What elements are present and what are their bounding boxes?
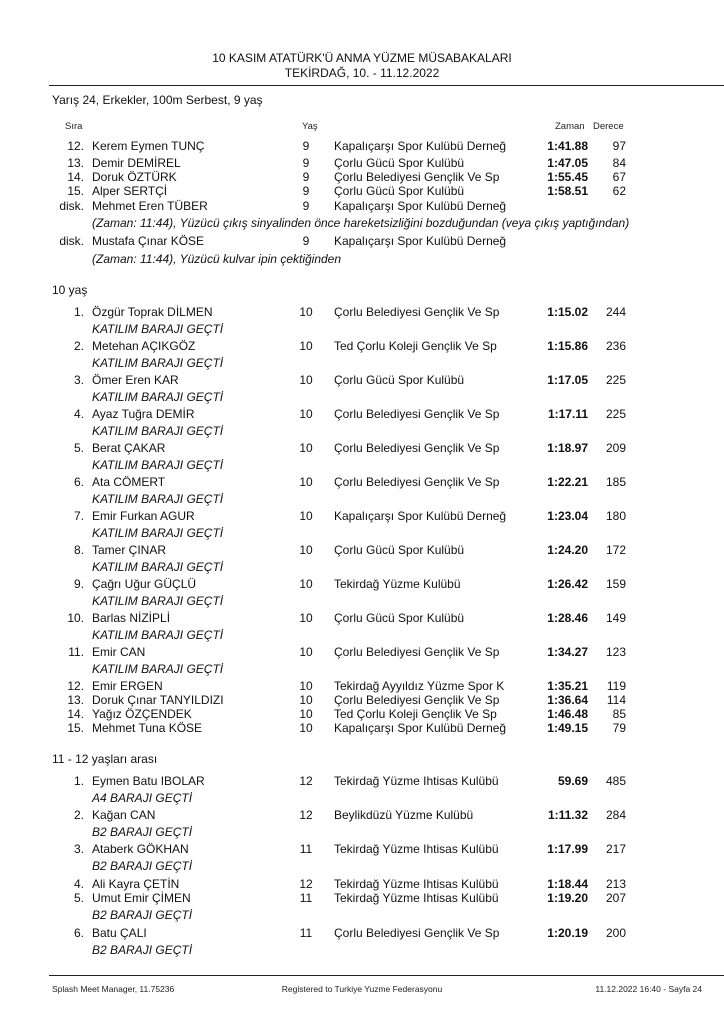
swimmer-age: 9 — [302, 234, 310, 248]
result-row — [0, 774, 724, 788]
meet-location-date: TEKİRDAĞ, 10. - 11.12.2022 — [284, 66, 440, 80]
result-rank: 11. — [68, 645, 84, 659]
result-points: 485 — [605, 774, 626, 788]
swimmer-age: 12 — [299, 877, 313, 891]
swimmer-name: Mustafa Çınar KÖSE — [92, 234, 205, 248]
result-row — [0, 611, 724, 625]
result-points: 159 — [605, 577, 626, 591]
club-name: Çorlu Belediyesi Gençlik Ve Sp — [334, 645, 500, 659]
swimmer-age: 11 — [299, 891, 313, 905]
result-row — [0, 139, 724, 153]
club-name: Tekirdağ Yüzme Ihtisas Kulübü — [334, 774, 499, 788]
meet-title: 10 KASIM ATATÜRK'Ü ANMA YÜZME MÜSABAKALARI — [212, 51, 512, 65]
result-rank: 7. — [73, 509, 84, 523]
swimmer-age: 9 — [302, 139, 310, 153]
result-row — [0, 877, 724, 891]
result-row — [0, 339, 724, 353]
result-time: 1:15.02 — [547, 305, 588, 319]
result-note: KATILIM BARAJI GEÇTİ — [92, 458, 224, 472]
result-row — [0, 808, 724, 822]
club-name: Çorlu Gücü Spor Kulübü — [334, 543, 465, 557]
club-name: Kapalıçarşı Spor Kulübü Derneğ — [334, 199, 507, 213]
club-name: Kapalıçarşı Spor Kulübü Derneğ — [334, 139, 507, 153]
result-row — [0, 926, 724, 940]
result-row — [0, 407, 724, 421]
result-rank: 15. — [67, 184, 84, 198]
column-header-time: Zaman — [555, 121, 585, 132]
result-note: KATILIM BARAJI GEÇTİ — [92, 594, 224, 608]
swimmer-name: Mehmet Tuna KÖSE — [92, 721, 203, 735]
result-time: 1:17.11 — [547, 407, 588, 421]
result-rank: 4. — [73, 407, 84, 421]
swimmer-name: Emir ERGEN — [92, 679, 163, 693]
result-time: 1:36.64 — [547, 693, 588, 707]
club-name: Çorlu Belediyesi Gençlik Ve Sp — [334, 305, 500, 319]
result-note: KATILIM BARAJI GEÇTİ — [92, 424, 224, 438]
result-points: 200 — [605, 926, 626, 940]
result-rank: 12. — [67, 679, 84, 693]
swimmer-name: Berat ÇAKAR — [92, 441, 166, 455]
result-time: 1:17.99 — [547, 842, 588, 856]
result-points: 225 — [605, 407, 626, 421]
result-row — [0, 184, 724, 198]
result-points: 114 — [606, 693, 626, 707]
result-points: 62 — [612, 184, 626, 198]
swimmer-name: Çağrı Uğur GÜÇLÜ — [92, 577, 197, 591]
club-name: Çorlu Gücü Spor Kulübü — [334, 373, 465, 387]
swimmer-age: 10 — [299, 543, 313, 557]
swimmer-name: Ayaz Tuğra DEMİR — [92, 407, 195, 421]
result-row — [0, 441, 724, 455]
club-name: Tekirdağ Yüzme Kulübü — [334, 577, 461, 591]
result-time: 1:23.04 — [547, 509, 588, 523]
result-row — [0, 305, 724, 319]
result-points: 284 — [605, 808, 626, 822]
swimmer-age: 12 — [299, 808, 313, 822]
result-points: 217 — [605, 842, 626, 856]
swimmer-age: 10 — [299, 305, 313, 319]
result-points: 213 — [605, 877, 626, 891]
result-note: KATILIM BARAJI GEÇTİ — [92, 526, 224, 540]
swimmer-age: 9 — [302, 184, 310, 198]
result-rank: 10. — [67, 611, 84, 625]
swimmer-name: Kağan CAN — [92, 808, 156, 822]
swimmer-age: 10 — [299, 373, 313, 387]
result-row — [0, 645, 724, 659]
result-points: 123 — [605, 645, 626, 659]
result-rank: 6. — [73, 926, 84, 940]
club-name: Çorlu Belediyesi Gençlik Ve Sp — [334, 693, 500, 707]
footer-divider — [49, 975, 724, 976]
result-time: 1:58.51 — [547, 184, 588, 198]
header-divider — [49, 85, 724, 86]
club-name: Kapalıçarşı Spor Kulübü Derneğ — [334, 721, 507, 735]
club-name: Kapalıçarşı Spor Kulübü Derneğ — [334, 509, 507, 523]
swimmer-name: Umut Emir ÇİMEN — [92, 891, 191, 905]
swimmer-age: 10 — [299, 707, 313, 721]
column-header-rank: Sıra — [65, 121, 83, 132]
result-row — [0, 721, 724, 735]
swimmer-age: 10 — [299, 577, 313, 591]
swimmer-age: 10 — [299, 339, 313, 353]
result-note: KATILIM BARAJI GEÇTİ — [92, 322, 224, 336]
club-name: Çorlu Belediyesi Gençlik Ve Sp — [334, 441, 500, 455]
result-row — [0, 170, 724, 184]
result-time: 1:35.21 — [547, 679, 588, 693]
result-rank: 6. — [73, 475, 84, 489]
swimmer-age: 9 — [302, 199, 310, 213]
result-rank: disk. — [59, 199, 84, 213]
column-header-points: Derece — [593, 121, 624, 132]
club-name: Çorlu Belediyesi Gençlik Ve Sp — [334, 926, 500, 940]
club-name: Çorlu Gücü Spor Kulübü — [334, 611, 465, 625]
result-row — [0, 842, 724, 856]
club-name: Çorlu Gücü Spor Kulübü — [334, 156, 465, 170]
result-points: 185 — [605, 475, 626, 489]
result-rank: 1. — [73, 774, 84, 788]
result-rank: 2. — [73, 339, 84, 353]
result-rank: 4. — [73, 877, 84, 891]
swimmer-name: Kerem Eymen TUNÇ — [92, 139, 205, 153]
swimmer-age: 12 — [299, 774, 313, 788]
result-note: B2 BARAJI GEÇTİ — [92, 859, 193, 873]
result-rank: 12. — [67, 139, 84, 153]
swimmer-age: 9 — [302, 170, 310, 184]
swimmer-name: Demir DEMİREL — [92, 156, 181, 170]
swimmer-name: Ata CÖMERT — [92, 475, 166, 489]
club-name: Çorlu Belediyesi Gençlik Ve Sp — [334, 170, 500, 184]
swimmer-name: Ali Kayra ÇETİN — [92, 877, 180, 891]
section-title-age1112: 11 - 12 yaşları arası — [52, 752, 158, 766]
result-row — [0, 199, 724, 213]
swimmer-name: Doruk ÖZTÜRK — [92, 170, 177, 184]
swimmer-age: 10 — [299, 693, 313, 707]
result-rank: 3. — [73, 842, 84, 856]
result-note: KATILIM BARAJI GEÇTİ — [92, 492, 224, 506]
result-points: 84 — [612, 156, 626, 170]
footer-registration: Registered to Turkiye Yuzme Federasyonu — [281, 984, 443, 994]
result-rank: 13. — [67, 156, 84, 170]
swimmer-age: 10 — [299, 475, 313, 489]
result-points: 209 — [605, 441, 626, 455]
swimmer-name: Yağız ÖZÇENDEK — [92, 707, 192, 721]
swimmer-name: Batu ÇALI — [92, 926, 147, 940]
club-name: Tekirdağ Yüzme Ihtisas Kulübü — [334, 842, 499, 856]
result-time: 1:19.20 — [547, 891, 588, 905]
result-row — [0, 234, 724, 248]
result-note: KATILIM BARAJI GEÇTİ — [92, 662, 224, 676]
swimmer-age: 9 — [302, 156, 310, 170]
result-row — [0, 679, 724, 693]
swimmer-age: 10 — [299, 679, 313, 693]
result-points: 67 — [612, 170, 626, 184]
swimmer-name: Barlas NİZİPLİ — [92, 611, 171, 625]
result-note: A4 BARAJI GEÇTİ — [92, 791, 193, 805]
result-note: KATILIM BARAJI GEÇTİ — [92, 390, 224, 404]
result-note: (Zaman: 11:44), Yüzücü çıkış sinyalinden önce hareketsizliğini bozduğundan (veya çıkış yaptığından) — [92, 216, 630, 230]
club-name: Ted Çorlu Koleji Gençlik Ve Sp — [334, 707, 497, 721]
club-name: Çorlu Belediyesi Gençlik Ve Sp — [334, 475, 500, 489]
result-points: 225 — [605, 373, 626, 387]
column-header-age: Yaş — [302, 121, 318, 132]
swimmer-age: 11 — [299, 842, 313, 856]
event-title: Yarış 24, Erkekler, 100m Serbest, 9 yaş — [52, 93, 263, 107]
result-points: 244 — [605, 305, 626, 319]
club-name: Beylikdüzü Yüzme Kulübü — [334, 808, 474, 822]
result-points: 207 — [605, 891, 626, 905]
club-name: Tekirdağ Ayyıldız Yüzme Spor K — [334, 679, 505, 693]
result-points: 119 — [606, 679, 626, 693]
result-note: KATILIM BARAJI GEÇTİ — [92, 356, 224, 370]
result-time: 1:49.15 — [547, 721, 588, 735]
result-time: 1:26.42 — [547, 577, 588, 591]
result-points: 85 — [612, 707, 626, 721]
result-rank: 13. — [67, 693, 84, 707]
result-note: B2 BARAJI GEÇTİ — [92, 825, 193, 839]
result-time: 1:11.32 — [547, 808, 588, 822]
result-time: 1:24.20 — [547, 543, 588, 557]
result-rank: 5. — [73, 441, 84, 455]
result-row — [0, 577, 724, 591]
club-name: Çorlu Gücü Spor Kulübü — [334, 184, 465, 198]
swimmer-name: Tamer ÇINAR — [92, 543, 167, 557]
swimmer-name: Emir CAN — [92, 645, 146, 659]
result-note: KATILIM BARAJI GEÇTİ — [92, 628, 224, 642]
result-time: 1:55.45 — [547, 170, 588, 184]
result-note: B2 BARAJI GEÇTİ — [92, 943, 193, 957]
swimmer-age: 10 — [299, 509, 313, 523]
result-note: KATILIM BARAJI GEÇTİ — [92, 560, 224, 574]
result-rank: 1. — [73, 305, 84, 319]
result-time: 59.69 — [557, 774, 588, 788]
club-name: Tekirdağ Yüzme Ihtisas Kulübü — [334, 877, 499, 891]
result-note: (Zaman: 11:44), Yüzücü kulvar ipin çektiğinden — [92, 252, 342, 266]
result-row — [0, 707, 724, 721]
result-row — [0, 156, 724, 170]
result-row — [0, 891, 724, 905]
club-name: Kapalıçarşı Spor Kulübü Derneğ — [334, 234, 507, 248]
result-row — [0, 509, 724, 523]
swimmer-name: Mehmet Eren TÜBER — [92, 199, 208, 213]
result-row — [0, 543, 724, 557]
swimmer-name: Ataberk GÖKHAN — [92, 842, 189, 856]
result-row — [0, 373, 724, 387]
result-rank: 2. — [73, 808, 84, 822]
swimmer-age: 10 — [299, 407, 313, 421]
swimmer-name: Doruk Çınar TANYILDIZI — [92, 693, 224, 707]
swimmer-age: 10 — [299, 441, 313, 455]
result-rank: 9. — [73, 577, 84, 591]
result-time: 1:20.19 — [547, 926, 588, 940]
result-time: 1:46.48 — [547, 707, 588, 721]
result-rank: 5. — [73, 891, 84, 905]
result-time: 1:18.97 — [547, 441, 588, 455]
result-time: 1:34.27 — [547, 645, 588, 659]
swimmer-age: 10 — [299, 645, 313, 659]
result-time: 1:17.05 — [547, 373, 588, 387]
result-points: 149 — [605, 611, 626, 625]
swimmer-age: 10 — [299, 721, 313, 735]
swimmer-name: Emir Furkan AGUR — [92, 509, 195, 523]
result-rank: 3. — [73, 373, 84, 387]
result-row — [0, 693, 724, 707]
swimmer-name: Metehan AÇIKGÖZ — [92, 339, 196, 353]
result-time: 1:28.46 — [547, 611, 588, 625]
result-time: 1:47.05 — [547, 156, 588, 170]
result-time: 1:18.44 — [547, 877, 588, 891]
result-time: 1:15.86 — [547, 339, 588, 353]
result-points: 180 — [605, 509, 626, 523]
result-rank: 15. — [67, 721, 84, 735]
swimmer-age: 11 — [299, 926, 313, 940]
result-note: B2 BARAJI GEÇTİ — [92, 908, 193, 922]
swimmer-name: Eymen Batu IBOLAR — [92, 774, 205, 788]
result-time: 1:22.21 — [547, 475, 588, 489]
club-name: Tekirdağ Yüzme Ihtisas Kulübü — [334, 891, 499, 905]
result-rank: 8. — [73, 543, 84, 557]
footer-software: Splash Meet Manager, 11.75236 — [52, 984, 175, 994]
result-points: 172 — [605, 543, 626, 557]
result-points: 97 — [612, 139, 626, 153]
result-points: 236 — [605, 339, 626, 353]
swimmer-name: Alper SERTÇİ — [92, 184, 168, 198]
result-time: 1:41.88 — [547, 139, 588, 153]
club-name: Ted Çorlu Koleji Gençlik Ve Sp — [334, 339, 497, 353]
swimmer-name: Ömer Eren KAR — [92, 373, 179, 387]
result-points: 79 — [612, 721, 626, 735]
result-rank: 14. — [67, 170, 84, 184]
section-title-age10: 10 yaş — [52, 283, 88, 297]
result-rank: 14. — [67, 707, 84, 721]
footer-page-info: 11.12.2022 16:40 - Sayfa 24 — [595, 984, 702, 994]
swimmer-age: 10 — [299, 611, 313, 625]
swimmer-name: Özgür Toprak DİLMEN — [92, 305, 213, 319]
club-name: Çorlu Belediyesi Gençlik Ve Sp — [334, 407, 500, 421]
result-row — [0, 475, 724, 489]
result-rank: disk. — [59, 234, 84, 248]
